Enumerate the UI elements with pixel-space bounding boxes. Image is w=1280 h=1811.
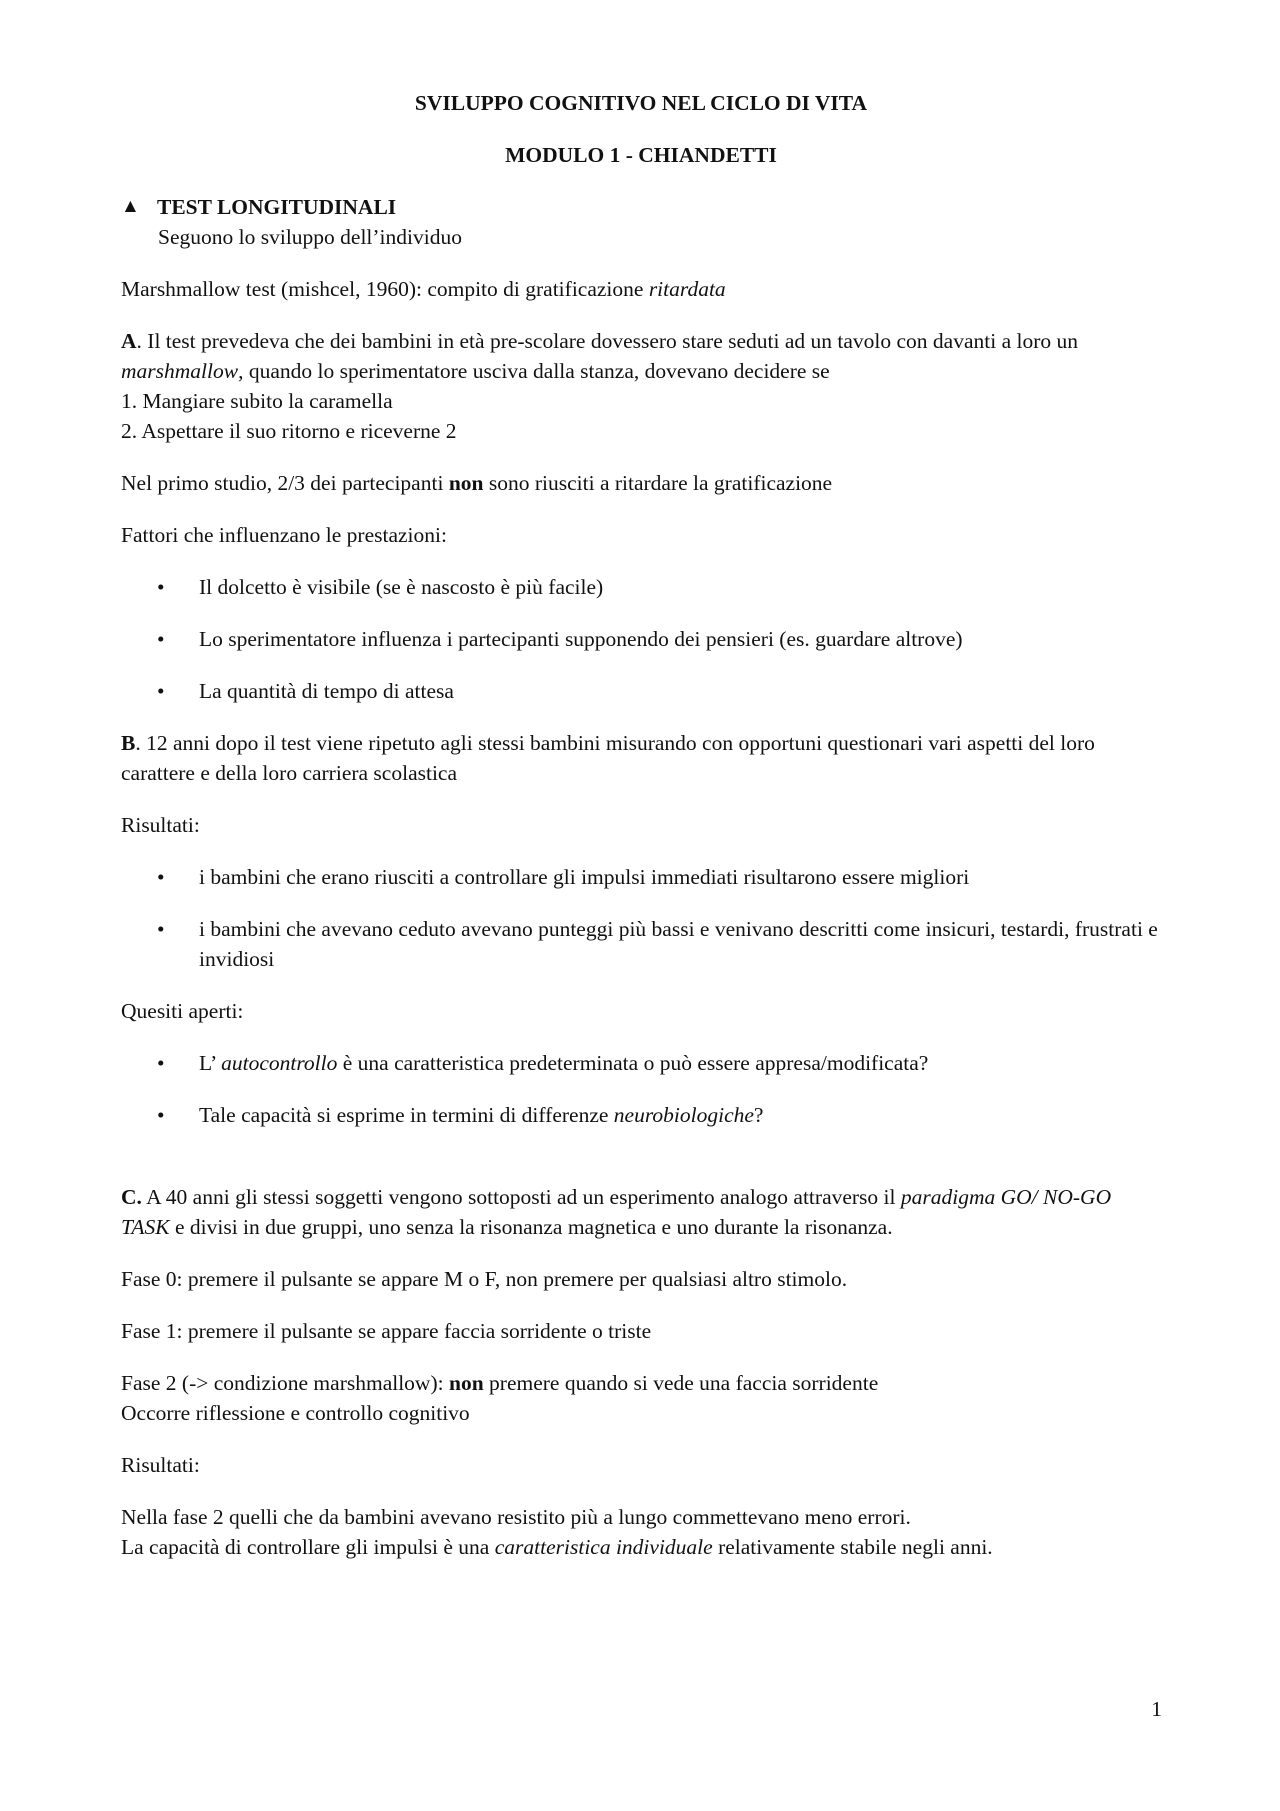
results-c-line-2-italic: caratteristica individuale: [494, 1535, 713, 1559]
q2-pre: Tale capacità si esprime in termini di differenze: [199, 1103, 614, 1127]
bullet-dot-icon: •: [157, 627, 165, 651]
first-study-post: sono riusciti a ritardare la gratificazione: [483, 471, 833, 495]
result-item-text: i bambini che avevano ceduto avevano punteggi più bassi e venivano descritti come insicuri, testardi, frustrati e invidiosi: [199, 917, 1158, 971]
result-item-text: i bambini che erano riusciti a controllare gli impulsi immediati risultarono essere migliori: [199, 865, 970, 889]
phase-2-post: premere quando si vede una faccia sorridente: [483, 1371, 879, 1395]
results-c-line-2-post: relativamente stabile negli anni.: [712, 1535, 993, 1559]
bullet-dot-icon: •: [157, 575, 165, 599]
first-study-paragraph: [121, 468, 1161, 498]
triangle-bullet-icon: ▲: [121, 196, 140, 217]
first-study-bold: non: [448, 471, 484, 495]
list-item: [121, 914, 1161, 974]
bullet-dot-icon: •: [157, 679, 165, 703]
phase-2-paragraph: [121, 1368, 1161, 1428]
phase-1-paragraph: Fase 1: premere il pulsante se appare faccia sorridente o triste: [121, 1319, 652, 1343]
q1-italic: autocontrollo: [221, 1051, 338, 1075]
bullet-dot-icon: •: [157, 1051, 165, 1075]
bullet-dot-icon: •: [157, 1103, 165, 1127]
phase-2-bold: non: [448, 1371, 484, 1395]
bullet-dot-icon: •: [157, 917, 165, 941]
part-a-paragraph: [121, 326, 1161, 446]
bullet-dot-icon: •: [157, 865, 165, 889]
question-item-text: [199, 1100, 1161, 1130]
q1-pre: L’: [199, 1051, 222, 1075]
part-b-paragraph: [121, 728, 1161, 788]
results-b-label: Risultati:: [121, 813, 200, 837]
intro-italic: ritardata: [648, 277, 726, 301]
list-item: [121, 624, 1161, 654]
list-item: [121, 572, 1161, 602]
intro-paragraph: [121, 274, 1161, 304]
factor-item-text: La quantità di tempo di attesa: [199, 679, 454, 703]
part-c-paragraph: [121, 1182, 1161, 1242]
list-item: [121, 862, 1161, 892]
part-c-italic: paradigma GO/ NO-GO TASK: [121, 1185, 1112, 1239]
phase-0-paragraph: Fase 0: premere il pulsante se appare M o F, non premere per qualsiasi altro stimolo.: [121, 1267, 848, 1291]
part-a-label: A: [121, 329, 137, 353]
q2-post: ?: [753, 1103, 764, 1127]
q1-post: è una caratteristica predeterminata o può essere appresa/modificata?: [337, 1051, 929, 1075]
phase-2-pre: Fase 2 (-> condizione marshmallow):: [121, 1371, 449, 1395]
list-item: [121, 1100, 1161, 1130]
section-heading-subtext: Seguono lo sviluppo dell’individuo: [158, 225, 462, 249]
section-heading: [121, 192, 1161, 222]
results-c-line-1: Nella fase 2 quelli che da bambini avevano resistito più a lungo commettevano meno errori.: [121, 1505, 911, 1529]
page-content: [121, 88, 1161, 1584]
phase-2-note: Occorre riflessione e controllo cognitivo: [121, 1401, 470, 1425]
section-heading-text: TEST LONGITUDINALI: [157, 195, 397, 219]
part-a-option-2: 2. Aspettare il suo ritorno e riceverne 2: [121, 419, 457, 443]
results-b-list: [121, 862, 1161, 974]
open-questions-list: [121, 1048, 1161, 1130]
part-b-text: . 12 anni dopo il test viene ripetuto agli stessi bambini misurando con opportuni questionari vari aspetti del loro carattere e della loro carriera scolastica: [121, 731, 1095, 785]
part-c-label: C.: [121, 1185, 142, 1209]
page-number: 1: [1151, 1697, 1162, 1721]
part-b-label: B: [121, 731, 136, 755]
list-item: [121, 1048, 1161, 1078]
results-c-line-2-pre: La capacità di controllare gli impulsi è una: [121, 1535, 495, 1559]
part-a-option-1: 1. Mangiare subito la caramella: [121, 389, 393, 413]
results-c-paragraph: [121, 1502, 1161, 1562]
factors-label: Fattori che influenzano le prestazioni:: [121, 523, 447, 547]
part-a-italic: marshmallow: [121, 359, 239, 383]
document-title: SVILUPPO COGNITIVO NEL CICLO DI VITA: [414, 91, 868, 115]
document-subtitle: MODULO 1 - CHIANDETTI: [505, 143, 777, 167]
factor-item-text: Lo sperimentatore influenza i partecipanti supponendo dei pensieri (es. guardare altrove): [199, 627, 963, 651]
question-item-text: [199, 1048, 1161, 1078]
q2-italic: neurobiologiche: [613, 1103, 754, 1127]
first-study-pre: Nel primo studio, 2/3 dei partecipanti: [121, 471, 449, 495]
intro-text: Marshmallow test (mishcel, 1960): compito di gratificazione: [121, 277, 649, 301]
list-item: [121, 676, 1161, 706]
part-c-text2: e divisi in due gruppi, uno senza la risonanza magnetica e uno durante la risonanza.: [169, 1215, 893, 1239]
factors-list: [121, 572, 1161, 706]
open-questions-label: Quesiti aperti:: [121, 999, 244, 1023]
part-c-text1: A 40 anni gli stessi soggetti vengono sottoposti ad un esperimento analogo attraverso il: [141, 1185, 901, 1209]
part-a-text2: , quando lo sperimentatore usciva dalla stanza, dovevano decidere se: [238, 359, 830, 383]
part-a-text1: . Il test prevedeva che dei bambini in età pre-scolare dovessero stare seduti ad un tavolo con davanti a loro un: [136, 329, 1079, 353]
factor-item-text: Il dolcetto è visibile (se è nascosto è più facile): [199, 575, 604, 599]
results-c-label: Risultati:: [121, 1453, 200, 1477]
